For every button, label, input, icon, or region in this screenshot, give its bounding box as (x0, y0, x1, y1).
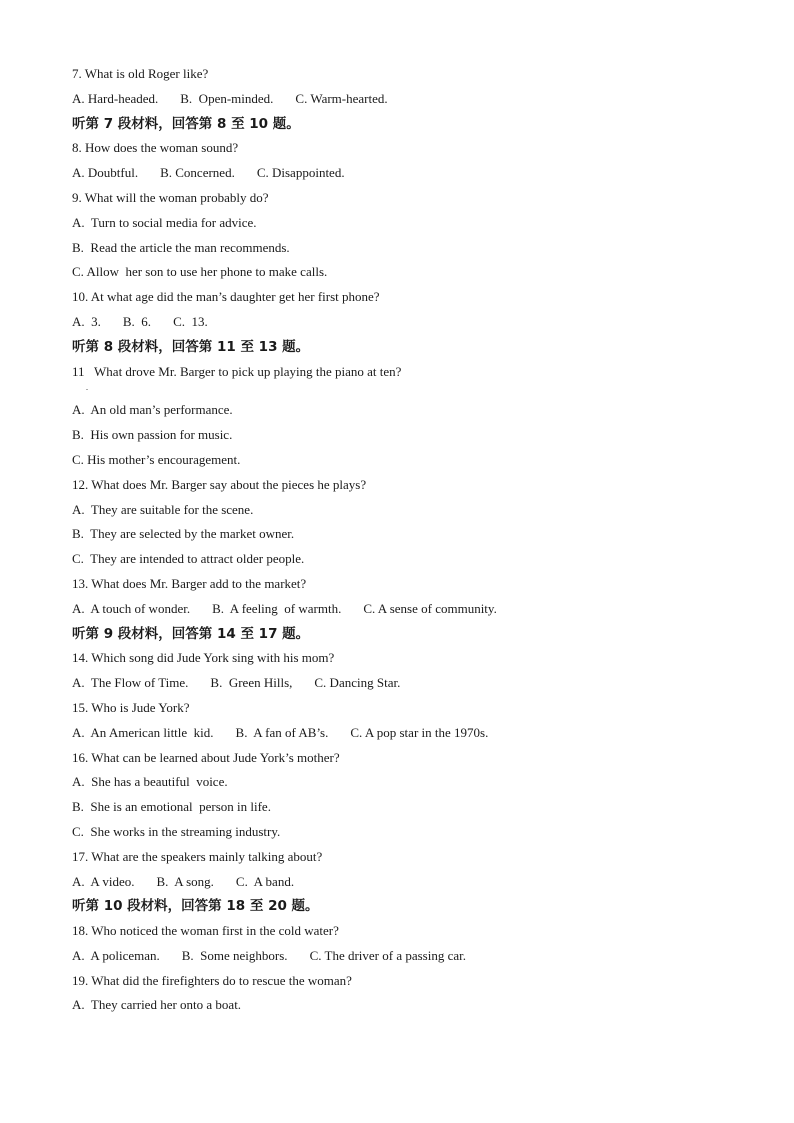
answer-option: A. Hard-headed. (72, 90, 159, 106)
question-line: 14. Which song did Jude York sing with his mom? (72, 650, 335, 666)
question-line: 7. What is old Roger like? (72, 66, 209, 81)
answer-option: A. A touch of wonder. (72, 600, 191, 616)
question-line: 10. At what age did the man’s daughter get her first phone? (72, 289, 380, 305)
section-heading: 听第 8 段材料，回答第 11 至 13 题。 (72, 338, 310, 355)
answer-option: A. Doubtful. (72, 165, 139, 181)
question-line: 12. What does Mr. Barger say about the pieces he plays? (72, 476, 367, 492)
question-line: B. They are selected by the market owner. (72, 526, 295, 542)
question-line: A. She has a beautiful voice. (72, 774, 228, 790)
question-line: 11 What drove Mr. Barger to pick up playing the piano at ten? (72, 363, 402, 379)
answer-option: C. Dancing Star. (314, 675, 401, 691)
exam-page (72, 62, 752, 1018)
answer-option: C. Warm-hearted. (295, 90, 388, 106)
answer-option: B. A song. (156, 873, 214, 889)
answer-option: B. A feeling of warmth. (212, 600, 342, 616)
question-line: 17. What are the speakers mainly talking about? (72, 848, 323, 864)
answer-options (72, 310, 752, 335)
stray-mark: . (86, 383, 88, 393)
answer-option: C. Disappointed. (256, 165, 345, 181)
answer-option: C. 13. (173, 313, 208, 329)
answer-options (72, 870, 752, 895)
answer-option: C. A pop star in the 1970s. (350, 724, 489, 740)
question-line: A. They are suitable for the scene. (72, 501, 254, 517)
answer-option: A. 3. (72, 313, 101, 329)
answer-option: C. A sense of community. (363, 600, 497, 616)
question-line: A. They carried her onto a boat. (72, 997, 242, 1013)
section-heading: 听第 9 段材料，回答第 14 至 17 题。 (72, 625, 310, 642)
answer-options (72, 161, 752, 186)
answer-options (72, 721, 752, 746)
answer-option: B. 6. (122, 313, 152, 329)
question-line: B. She is an emotional person in life. (72, 799, 271, 815)
question-line: 9. What will the woman probably do? (72, 189, 269, 205)
answer-option: B. Green Hills, (210, 675, 293, 691)
question-line: A. Turn to social media for advice. (72, 214, 257, 230)
question-line: 15. Who is Jude York? (72, 699, 190, 715)
question-line: 18. Who noticed the woman first in the cold water? (72, 923, 339, 939)
answer-option: A. A policeman. (72, 947, 160, 963)
question-line: C. They are intended to attract older people. (72, 551, 305, 567)
answer-option: B. Open-minded. (180, 90, 274, 106)
question-line: C. Allow her son to use her phone to make calls. (72, 264, 328, 280)
answer-option: B. Some neighbors. (181, 947, 288, 963)
answer-options (72, 944, 752, 969)
question-line: C. She works in the streaming industry. (72, 823, 281, 839)
question-line: 13. What does Mr. Barger add to the market? (72, 575, 307, 591)
question-line: 19. What did the firefighters do to rescue the woman? (72, 972, 352, 988)
question-line: 16. What can be learned about Jude York’s mother? (72, 749, 340, 765)
answer-option: B. Concerned. (160, 165, 235, 181)
answer-option: A. A video. (72, 873, 135, 889)
question-line: A. An old man’s performance. (72, 402, 233, 418)
answer-option: C. A band. (235, 873, 295, 889)
answer-option: C. The driver of a passing car. (309, 947, 467, 963)
question-line: 8. How does the woman sound? (72, 140, 239, 156)
section-heading: 听第 10 段材料，回答第 18 至 20 题。 (72, 898, 319, 915)
question-line: B. His own passion for music. (72, 427, 233, 443)
answer-option: B. A fan of AB’s. (235, 724, 329, 740)
question-line: B. Read the article the man recommends. (72, 239, 290, 255)
section-heading: 听第 7 段材料，回答第 8 至 10 题。 (72, 115, 300, 132)
answer-options (72, 597, 752, 622)
answer-options (72, 87, 752, 112)
answer-option: A. An American little kid. (72, 724, 214, 740)
question-line: C. His mother’s encouragement. (72, 451, 241, 467)
answer-options (72, 671, 752, 696)
answer-option: A. The Flow of Time. (72, 675, 189, 691)
